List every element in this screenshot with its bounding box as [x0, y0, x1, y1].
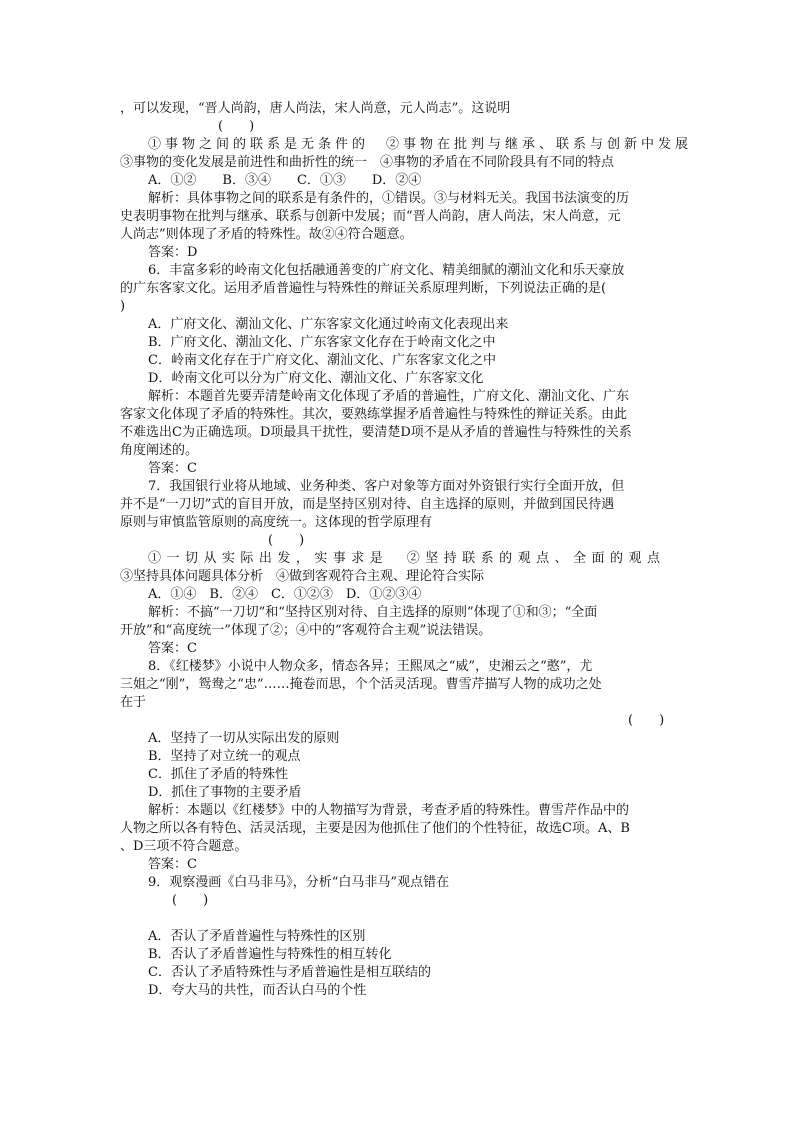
q8-stem-line: 三姐之“刚”，鸳鸯之“忠”……掩卷而思，个个活灵活现。曹雪芹描写人物的成功之处 — [120, 677, 602, 692]
q6-stem-line: 6．丰富多彩的岭南文化包括融通善变的广府文化、精美细腻的潮汕文化和乐天豪放 — [148, 263, 625, 278]
q5-analysis-line: 史表明事物在批判与继承、联系与创新中发展；而“晋人尚韵，唐人尚法，宋人尚意，元 — [120, 209, 621, 224]
q7-stem-line: 原则与审慎监管原则的高度统一。这体现的哲学原理有 — [120, 515, 433, 530]
q8-option-d: D．抓住了事物的主要矛盾 — [148, 785, 302, 800]
q9-option-c: C．否认了矛盾特殊性与矛盾普遍性是相互联结的 — [148, 965, 431, 980]
q7-analysis-line: 解析：不搞“一刀切”和“坚持区别对待、自主选择的原则”体现了①和③；“全面 — [148, 605, 598, 620]
q9-stem-line: 9．观察漫画《白马非马》，分析“白马非马”观点错在 — [148, 875, 450, 890]
q5-stem-line: ，可以发现，“晋人尚韵，唐人尚法，宋人尚意，元人尚志”。这说明 — [120, 101, 511, 116]
q6-analysis-line: 解析：本题首先要弄清楚岭南文化体现了矛盾的普遍性，广府文化、潮汕文化、广东 — [148, 389, 630, 404]
q6-option-b: B．广府文化、潮汕文化、广东客家文化存在于岭南文化之中 — [148, 335, 496, 350]
q5-analysis-line: 人尚志”则体现了矛盾的特殊性。故②④符合题意。 — [120, 227, 413, 242]
q6-option-d: D．岭南文化可以分为广府文化、潮汕文化、广东客家文化 — [148, 371, 484, 386]
q6-stem-line: 的广东客家文化。运用矛盾普遍性与特殊性的辩证关系原理判断，下列说法正确的是( — [120, 281, 607, 296]
q5-option-line: ①事物之间的联系是无条件的 ②事物在批判与继承、联系与创新中发展 — [148, 137, 688, 152]
q6-option-c: C．岭南文化存在于广府文化、潮汕文化、广东客家文化之中 — [148, 353, 496, 368]
q7-analysis-line: 开放”和“高度统一”体现了②；④中的“客观符合主观”说法错误。 — [120, 623, 492, 638]
q5-analysis-line: 解析：具体事物之间的联系是有条件的，①错误。③与材料无关。我国书法演变的历 — [148, 191, 630, 206]
q6-analysis-line: 不难选出C为正确选项。D项最具干扰性，要清楚D项不是从矛盾的普遍性与特殊性的关系 — [120, 425, 632, 440]
q5-choices: A．①② B．③④ C．①③ D．②④ — [148, 173, 422, 188]
q7-answer: 答案：C — [148, 641, 197, 656]
q9-option-b: B．否认了矛盾普遍性与特殊性的相互转化 — [148, 947, 392, 962]
q7-choices: A．①④ B．②④ C．①②③ D．①②③④ — [148, 587, 422, 602]
q6-analysis-line: 角度阐述的。 — [120, 443, 199, 458]
q5-option-line: ③事物的变化发展是前进性和曲折性的统一 ④事物的矛盾在不同阶段具有不同的特点 — [120, 155, 615, 170]
q8-stem-line: 在于 — [120, 695, 147, 710]
q5-answer: 答案：D — [148, 245, 198, 260]
q6-option-a: A．广府文化、潮汕文化、广东客家文化通过岭南文化表现出来 — [148, 317, 509, 332]
answer-bracket: ( ) — [268, 533, 305, 548]
q7-option-line: ①一切从实际出发，实事求是 ②坚持联系的观点、全面的观点 — [148, 551, 660, 566]
q6-stem-line: ) — [120, 299, 126, 314]
q9-option-d: D．夸大马的共性，而否认白马的个性 — [148, 983, 367, 998]
q8-option-c: C．抓住了矛盾的特殊性 — [148, 767, 288, 782]
q6-answer: 答案：C — [148, 461, 197, 476]
q8-stem-line: 8．《红楼梦》小说中人物众多，情态各异；王熙凤之“威”，史湘云之“憨”，尤 — [148, 659, 593, 674]
q9-option-a: A．否认了矛盾普遍性与特殊性的区别 — [148, 929, 366, 944]
q8-option-b: B．坚持了对立统一的观点 — [148, 749, 301, 764]
q6-analysis-line: 客家文化体现了矛盾的特殊性。其次，要熟练掌握矛盾普遍性与特殊性的辩证关系。由此 — [120, 407, 628, 422]
q8-option-a: A．坚持了一切从实际出发的原则 — [148, 731, 340, 746]
q7-stem-line: 7．我国银行业将从地域、业务种类、客户对象等方面对外资银行实行全面开放，但 — [148, 479, 625, 494]
q8-answer: 答案：C — [148, 857, 197, 872]
answer-bracket: ( ) — [172, 893, 209, 908]
answer-bracket: ( ) — [628, 713, 665, 728]
answer-bracket: ( ) — [218, 119, 255, 134]
q8-analysis-line: 人物之所以各有特色、活灵活现，主要是因为他抓住了他们的个性特征，故选C项。A、B — [120, 821, 630, 836]
q8-analysis-line: 解析：本题以《红楼梦》中的人物描写为背景，考查矛盾的特殊性。曹雪芹作品中的 — [148, 803, 630, 818]
q7-stem-line: 并不是“一刀切”式的盲目开放，而是坚持区别对待、自主选择的原则，并做到国民待遇 — [120, 497, 615, 512]
q8-analysis-line: 、D三项不符合题意。 — [120, 839, 248, 854]
q7-option-line: ③坚持具体问题具体分析 ④做到客观符合主观、理论符合实际 — [120, 569, 485, 584]
